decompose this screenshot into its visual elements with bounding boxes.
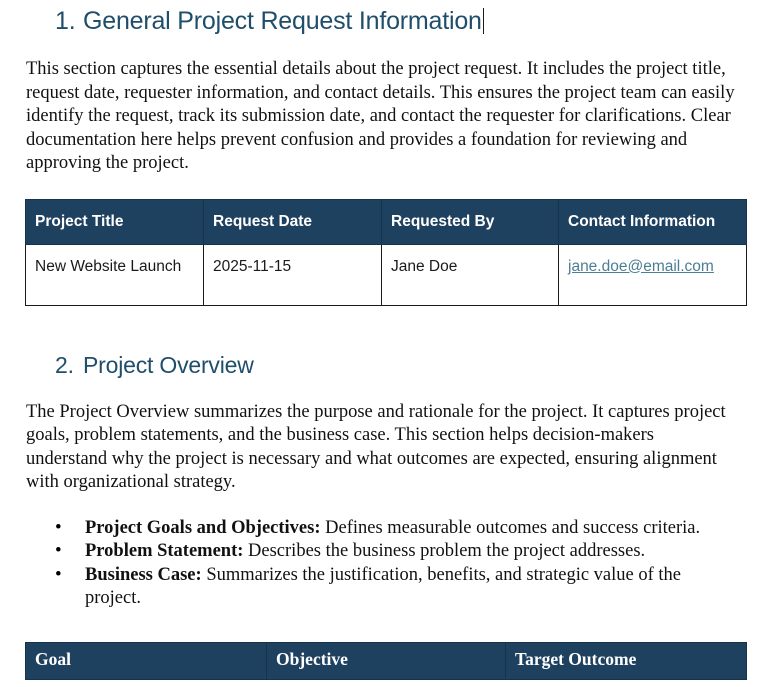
column-header-goal: Goal xyxy=(26,642,267,679)
spacer xyxy=(0,495,783,517)
list-item xyxy=(0,540,783,564)
spacer xyxy=(0,306,783,351)
cell-project-title[interactable]: New Website Launch xyxy=(26,244,204,305)
cell-contact-information[interactable] xyxy=(559,244,747,305)
section-heading-2 xyxy=(0,351,783,379)
table-header-row xyxy=(26,642,747,679)
project-overview-bullet-list xyxy=(0,517,783,611)
section-1-number: 1. xyxy=(55,7,76,35)
cell-requested-by[interactable]: Jane Doe xyxy=(382,244,559,305)
list-item-text: Describes the business problem the project addresses. xyxy=(243,541,646,561)
list-item xyxy=(0,517,783,541)
section-1-paragraph: This section captures the essential details about the project request. It includes the project title, request date, requester information, and contact details. This ensures the project team can easily identify the request, track its submission date, and contact the requester for clarifications. Clear documentation here helps prevent confusion and provides a foundation for reviewing and approving the project. xyxy=(26,59,735,173)
column-header-requested-by: Requested By xyxy=(382,199,559,244)
section-2-paragraph: The Project Overview summarizes the purpose and rationale for the project. It captures project goals, problem statements, and the business case. This section helps decision-makers understand why the project is necessary and what outcomes are expected, ensuring alignment with organizational strategy. xyxy=(26,401,726,492)
section-2-number: 2. xyxy=(55,351,74,378)
column-header-project-title: Project Title xyxy=(26,199,204,244)
column-header-request-date: Request Date xyxy=(204,199,382,244)
section-heading-1 xyxy=(0,0,783,36)
text-cursor-caret xyxy=(483,8,484,34)
list-item-label: Business Case: xyxy=(85,564,202,585)
project-goals-table xyxy=(25,642,747,680)
column-header-target-outcome: Target Outcome xyxy=(506,642,747,679)
list-item xyxy=(0,564,783,611)
email-link[interactable]: jane.doe@email.com xyxy=(568,257,714,275)
spacer xyxy=(0,176,783,199)
list-item-label: Project Goals and Objectives: xyxy=(85,517,321,538)
section-2-title: Project Overview xyxy=(83,351,254,378)
project-request-table xyxy=(25,199,747,306)
list-item-label: Problem Statement: xyxy=(85,541,244,561)
list-item-text: Summarizes the justification, benefits, and strategic value of the project. xyxy=(85,564,681,608)
table-row xyxy=(26,244,747,305)
column-header-objective: Objective xyxy=(267,642,506,679)
spacer xyxy=(0,611,783,642)
table-header-row xyxy=(26,199,747,244)
section-1-title: General Project Request Information xyxy=(83,7,482,35)
column-header-contact-information: Contact Information xyxy=(559,199,747,244)
list-item-text: Defines measurable outcomes and success criteria. xyxy=(320,517,701,538)
cell-request-date[interactable]: 2025-11-15 xyxy=(204,244,382,305)
